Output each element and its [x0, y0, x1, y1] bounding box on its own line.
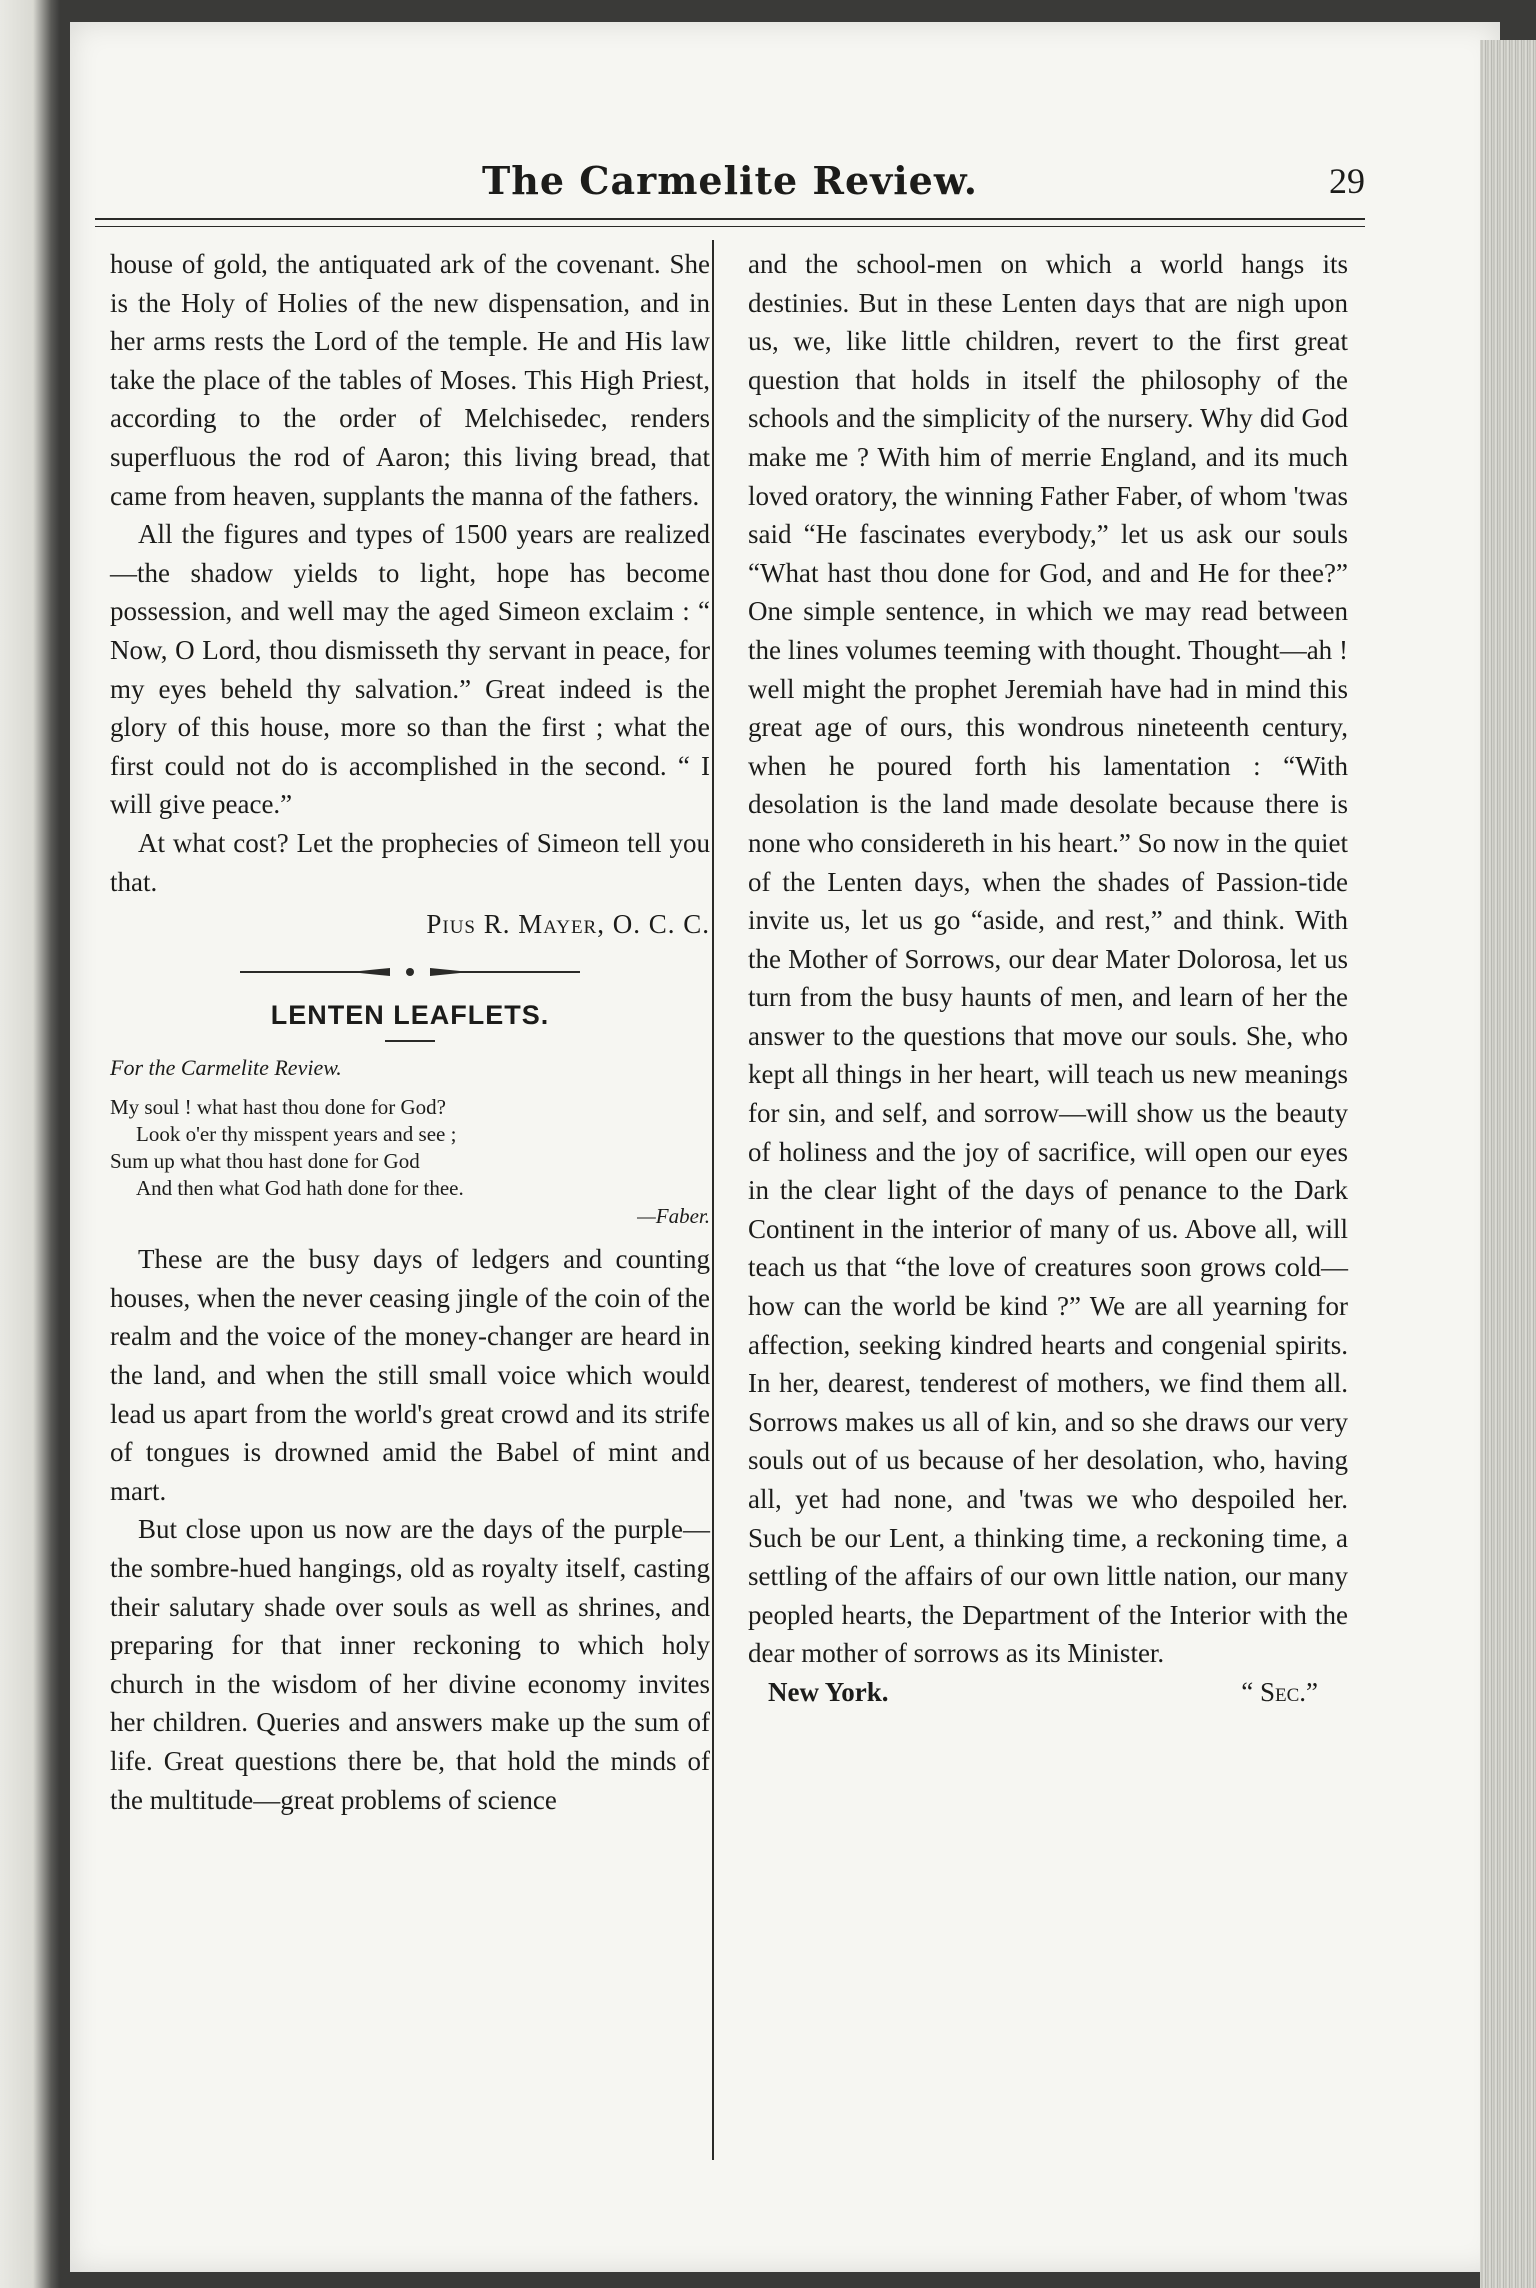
paragraph: All the figures and types of 1500 years are realized—the shadow yields to light, hope has become possession, and well may the aged Simeon exclaim : “ Now, O Lord, thou dismisseth thy servant in peace, for my eyes beheld thy salvation.” Great indeed is the glory of this house, more so than the first ; what the first could not do is accomplished in the second. “ I will give peace.” [110, 519, 710, 820]
paragraph: These are the busy days of ledgers and counting houses, when the never ceasing jingle of the coin of the realm and the voice of the money-changer are heard in the land, and when the still small voice which would lead us apart from the world's great crowd and its strife of tongues is drowned amid the Babel of mint and mart. [110, 1244, 710, 1506]
page-stack-edge [1480, 40, 1536, 2288]
verse-line: And then what God hath done for thee. [136, 1176, 464, 1201]
running-title: The Carmelite Review. [482, 158, 978, 203]
column-divider [712, 240, 714, 2160]
verse-line: Sum up what thou hast done for God [110, 1149, 420, 1174]
paragraph: At what cost? Let the prophecies of Simeon tell you that. [110, 827, 710, 897]
verse-attribution: —Faber. [637, 1204, 710, 1229]
author-signature: “ Sec.” [1241, 1676, 1318, 1707]
right-column [748, 245, 1348, 1712]
paragraph: house of gold, the antiquated ark of the covenant. She is the Holy of Holies of the new dispensation, and in her arms rests the Lord of the temple. He and His law take the place of the tables of Moses. This High Priest, according to the order of Melchisedec, renders superfluous the rod of Aaron; this living bread, that came from heaven, supplants the manna of the fathers. [110, 249, 710, 511]
page-number: 29 [1329, 161, 1365, 201]
left-column [110, 245, 710, 1819]
page-header [95, 140, 1365, 210]
closing-line [748, 1673, 1348, 1712]
verse-line: My soul ! what hast thou done for God? [110, 1095, 446, 1120]
byline: For the Carmelite Review. [110, 1055, 342, 1081]
title-rule [385, 1040, 435, 1042]
paragraph: and the school-men on which a world hangs its destinies. But in these Lenten days that are nigh upon us, we, like little children, revert to the first great question that holds in itself the philosophy of the schools and the simplicity of the nursery. Why did God make me ? With him of merrie England, and its much loved oratory, the winning Father Faber, of whom 'twas said “He fascinates everybody,” let us ask our souls “What hast thou done for God, and and He for thee?” One simple sentence, in which we may read between the lines volumes teeming with thought. Thought—ah ! well might the prophet Jeremiah have had in mind this great age of ours, this wondrous nineteenth century, when he poured forth his lamentation : “With desolation is the land made desolate because there is none who considereth in his heart.” So now in the quiet of the Lenten days, when the shades of Passion-tide invite us, let us go “aside, and rest,” and think. With the Mother of Sorrows, our dear Mater Dolorosa, let us turn from the busy haunts of men, and learn of her the answer to the questions that move our souls. She, who kept all things in her heart, will teach us new meanings for sin, and self, and sorrow—will show us the beauty of holiness and the joy of sacrifice, will open our eyes in the clear light of the days of penance to the Dark Continent in the interior of many of us. Above all, will teach us that “the love of creatures soon grows cold—how can the world be kind ?” We are all yearning for affection, seeking kindred hearts and congenial spirits. In her, dearest, tenderest of mothers, we find them all. Sorrows makes us all of kin, and so she draws our very souls out of us because of her desolation, who, having all, yet had none, and 'twas we who despoiled her. Such be our Lent, a thinking time, a reckoning time, a settling of the affairs of our own little nation, our many peopled hearts, the Department of the Interior with the dear mother of sorrows as its Minister. [748, 249, 1348, 1669]
header-rule-thin [95, 226, 1365, 227]
verse [110, 1094, 710, 1202]
verse-line: Look o'er thy misspent years and see ; [136, 1122, 457, 1147]
paragraph: But close upon us now are the days of the purple—the sombre-hued hangings, old as royalty itself, casting their salutary shade over souls as well as shrines, and preparing for that inner reckoning to which holy church in the wisdom of her divine economy invites her children. Queries and answers make up the sum of life. Great questions there be, that hold the minds of the multitude—great problems of science [110, 1514, 710, 1815]
ornament-divider-icon [240, 964, 580, 980]
section-title: LENTEN LEAFLETS. [270, 999, 550, 1030]
author-signature: Pius R. Mayer, O. C. C. [426, 909, 710, 940]
left-page-edge [0, 0, 60, 2288]
header-rule [95, 218, 1365, 220]
place-name: New York. [768, 1676, 889, 1707]
